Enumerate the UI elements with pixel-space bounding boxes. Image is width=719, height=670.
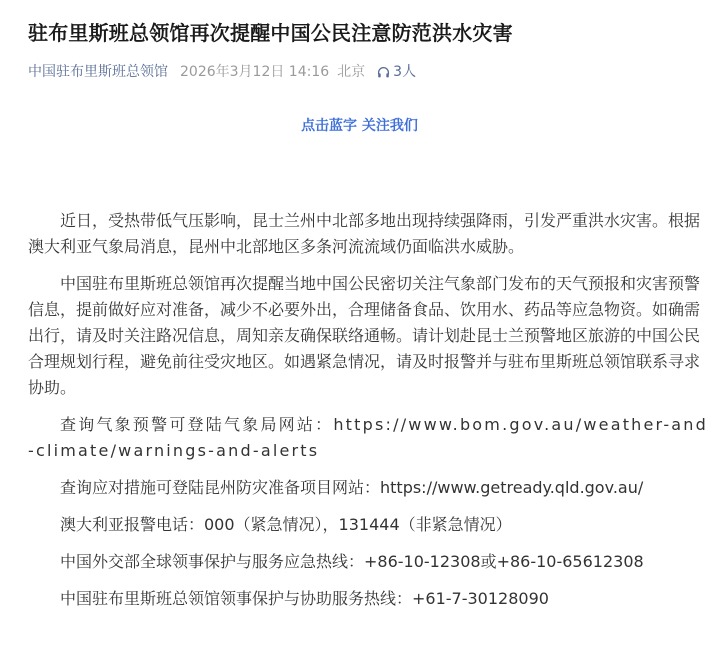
- paragraph-getready-link: 查询应对措施可登陆昆州防灾准备项目网站：https://www.getready.qld.gov.au/: [60, 478, 644, 497]
- listen-count[interactable]: [377, 62, 416, 82]
- listen-count-text: 3人: [393, 64, 417, 80]
- article-body: [28, 208, 708, 623]
- article-title: 驻布里斯班总领馆再次提醒中国公民注意防范洪水灾害: [28, 21, 513, 45]
- publish-location: 北京: [337, 64, 366, 80]
- paragraph-mfa-hotline: 中国外交部全球领事保护与服务应急热线：+86-10-12308或+86-10-65612308: [60, 552, 644, 571]
- headphones-icon: [377, 66, 390, 79]
- paragraph-consulate-hotline: 中国驻布里斯班总领馆领事保护与协助服务热线：+61-7-30128090: [60, 589, 549, 608]
- paragraph-weather-link: 查询气象预警可登陆气象局网站：https://www.bom.gov.au/weather-and-climate/warnings-and-alerts: [28, 415, 708, 460]
- paragraph-intro: 近日，受热带低气压影响，昆士兰州中北部多地出现持续强降雨，引发严重洪水灾害。根据澳大利亚气象局消息，昆州中北部地区多条河流流域仍面临洪水威胁。: [28, 211, 701, 256]
- publish-time: 2026年3月12日 14:16: [180, 64, 330, 80]
- article-meta: [28, 62, 416, 82]
- follow-prompt[interactable]: 点击蓝字 关注我们: [301, 118, 418, 134]
- account-name-link[interactable]: 中国驻布里斯班总领馆: [28, 64, 168, 80]
- paragraph-police-phone: 澳大利亚报警电话：000（紧急情况），131444（非紧急情况）: [60, 515, 512, 534]
- paragraph-reminder: 中国驻布里斯班总领馆再次提醒当地中国公民密切关注气象部门发布的天气预报和灾害预警信息，提前做好应对准备，减少不必要外出，合理储备食品、饮用水、药品等应急物资。如确需出行，请及时关注路况信息，周知亲友确保联络通畅。请计划赴昆士兰预警地区旅游的中国公民合理规划行程，避免前往受灾地区。如遇紧急情况，请及时报警并与驻布里斯班总领馆联系寻求协助。: [28, 274, 701, 397]
